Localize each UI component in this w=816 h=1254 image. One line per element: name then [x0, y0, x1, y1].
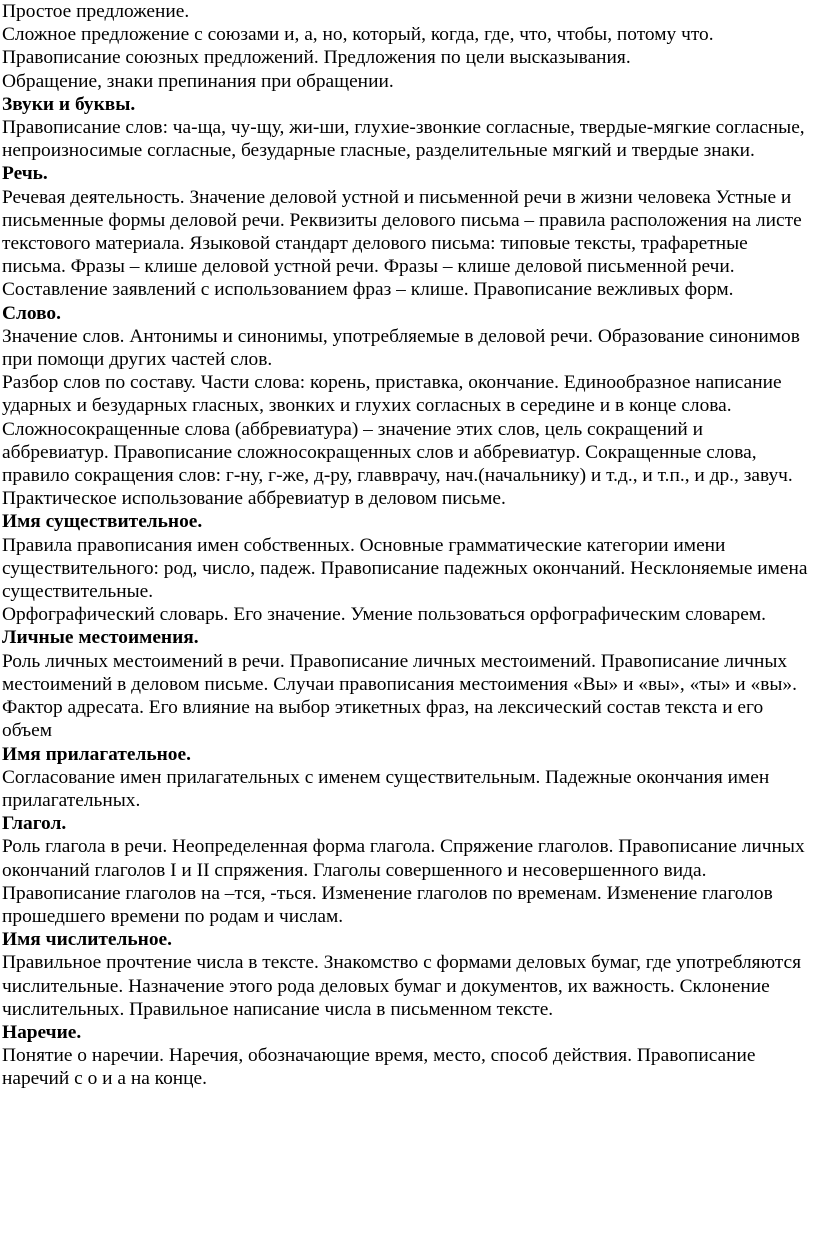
paragraph-word-composition: Разбор слов по составу. Части слова: корень, приставка, окончание. Единообразное написание ударных и безударных гласных, звонких и глухих согласных в середине и в конце слова.	[2, 372, 782, 417]
heading-word: Слово.	[2, 302, 61, 324]
paragraph-word-meaning: Значение слов. Антонимы и синонимы, употребляемые в деловой речи. Образование синонимов при помощи других частей слов.	[2, 325, 800, 371]
paragraph-conjunction-spelling: Правописание союзных предложений. Предложения по цели высказывания.	[2, 47, 631, 69]
paragraph-address-punctuation: Обращение, знаки препинания при обращении.	[2, 70, 394, 92]
paragraph-numeral: Правильное прочтение числа в тексте. Знакомство с формами деловых бумаг, где употребляются числительные. Назначение этого рода деловых бумаг и документов, их важность. Склонение числительных. Правильное написание числа в письменном тексте.	[2, 952, 802, 1020]
heading-verb: Глагол.	[2, 813, 67, 835]
paragraph-abbreviations: Сложносокращенные слова (аббревиатура) – значение этих слов, цель сокращений и аббревиатур. Правописание сложносокращенных слов и аббревиатур. Сокращенные слова, правило сокращения слов: г-ну, г-же, д-ру, главврачу, нач.(начальнику) и т.д., и т.п., и др., завуч.	[2, 418, 793, 487]
paragraph-abbreviations-usage: Практическое использование аббревиатур в деловом письме.	[2, 488, 506, 510]
paragraph-sounds-letters: Правописание слов: ча-ща, чу-щу, жи-ши, глухие-звонкие согласные, твердые-мягкие согласные, непроизносимые согласные, безударные гласные, разделительные мягкий и твердые знаки.	[2, 117, 805, 162]
paragraph-complex-sentence: Сложное предложение с союзами и, а, но, который, когда, где, что, чтобы, потому что.	[2, 24, 714, 46]
paragraph-noun-rules: Правила правописания имен собственных. Основные грамматические категории имени существительного: род, число, падеж. Правописание падежных окончаний. Несклоняемые имена существительные.	[2, 534, 808, 603]
paragraph-adverb: Понятие о наречии. Наречия, обозначающие время, место, способ действия. Правописание наречий с о и а на конце.	[2, 1045, 756, 1090]
paragraph-adjective: Согласование имен прилагательных с именем существительным. Падежные окончания имен прилагательных.	[2, 766, 770, 811]
paragraph-dictionary: Орфографический словарь. Его значение. Умение пользоваться орфографическим словарем.	[2, 604, 766, 626]
paragraph-pronouns: Роль личных местоимений в речи. Правописание личных местоимений. Правописание личных местоимений в деловом письме. Случаи правописания местоимения «Вы» и «вы», «ты» и «вы». Фактор адресата. Его влияние на выбор этикетных фраз, на лексический состав текста и его объем	[2, 650, 797, 742]
paragraph-verb: Роль глагола в речи. Неопределенная форма глагола. Спряжение глаголов. Правописание личных окончаний глаголов I и II спряжения. Глаголы совершенного и несовершенного вида. Правописание глаголов на –тся, -ться. Изменение глаголов по временам. Изменение глаголов прошедшего времени по родам и числам.	[2, 836, 805, 927]
heading-sounds-letters: Звуки и буквы.	[2, 93, 136, 115]
heading-noun: Имя существительное.	[2, 511, 203, 533]
paragraph-simple-sentence: Простое предложение.	[2, 1, 190, 22]
heading-speech: Речь.	[2, 163, 48, 185]
paragraph-speech: Речевая деятельность. Значение деловой устной и письменной речи в жизни человека Устные и письменные формы деловой речи. Реквизиты делового письма – правила расположения на листе текстового материала. Языковой стандарт делового письма: типовые тексты, трафаретные письма. Фразы – клише деловой устной речи. Фразы – клише деловой письменной речи. Составление заявлений с использованием фраз – клише. Правописание вежливых форм.	[2, 186, 802, 301]
heading-adverb: Наречие.	[2, 1021, 82, 1043]
heading-pronouns: Личные местоимения.	[2, 627, 199, 649]
heading-adjective: Имя прилагательное.	[2, 743, 191, 765]
heading-numeral: Имя числительное.	[2, 929, 172, 951]
document-body	[2, 0, 814, 1091]
